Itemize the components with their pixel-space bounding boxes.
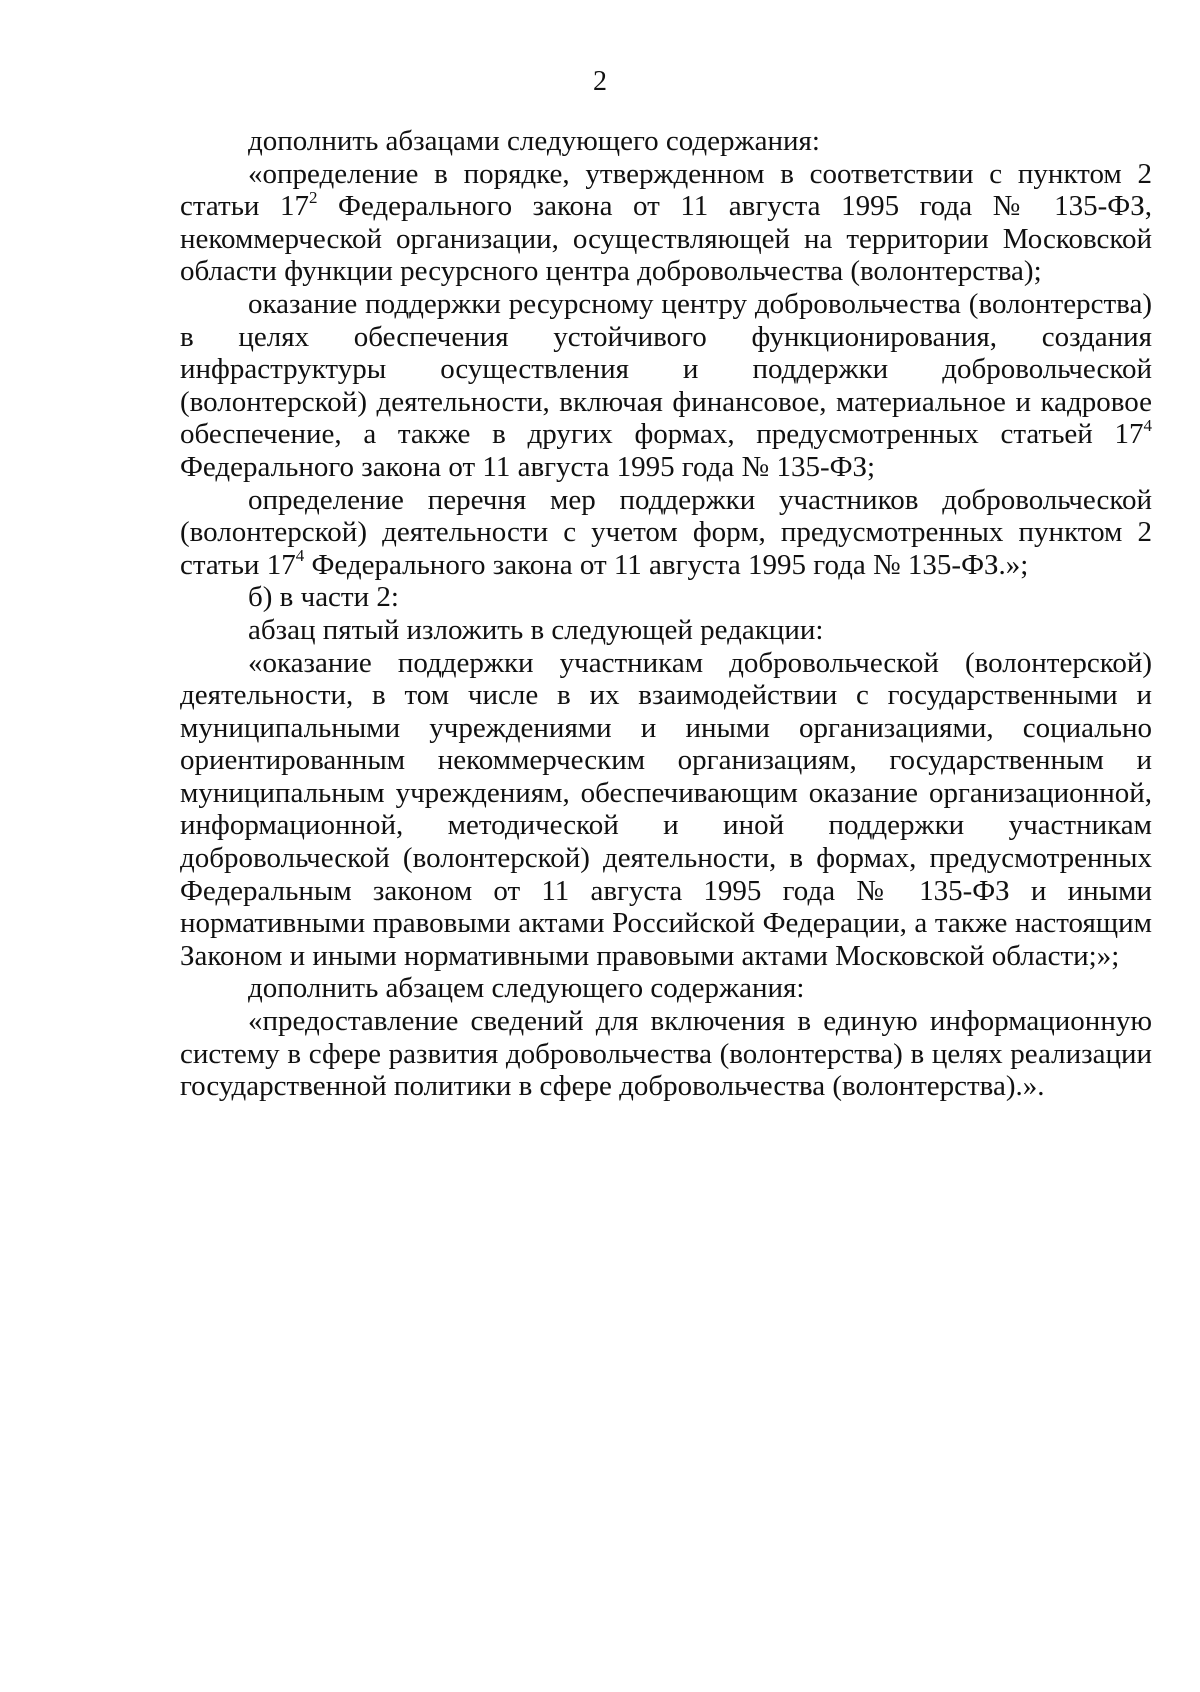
paragraph-1: дополнить абзацами следующего содержания: (248, 125, 820, 157)
paragraph-9: «предоставление сведений для включения в единую информационную систему в сфере развития добровольчества (волонтерства) в целях реализации государственной политики в сфере добровольчества (волонтерства).». (180, 1005, 1152, 1103)
page-number: 2 (593, 66, 607, 97)
paragraph-8: дополнить абзацем следующего содержания: (248, 972, 805, 1005)
paragraph-4-text-b: Федерального закона от 11 августа 1995 года № 135-ФЗ.»; (304, 548, 1029, 581)
superscript: 2 (308, 187, 318, 207)
paragraph-3-text-b: Федерального закона от 11 августа 1995 года № 135-ФЗ; (180, 450, 876, 483)
paragraph-3 (180, 288, 1152, 484)
paragraph-3-text-a: оказание поддержки ресурсному центру добровольчества (волонтерства) в целях обеспечения устойчивого функционирования, создания инфраструктуры осуществления и поддержки добровольческой (волонтерской) деятельности, включая финансовое, материальное и кадровое обеспечение, а также в других формах, предусмотренных статьей 17 (180, 287, 1152, 451)
paragraph-7: «оказание поддержки участникам добровольческой (волонтерской) деятельности, в том числе в их взаимодействии с государственными и муниципальными учреждениями и иными организациями, социально ориентированным некоммерческим организациям, государственным и муниципальным учреждениям, обеспечивающим оказание организационной, информационной, методической и иной поддержки участникам добровольческой (волонтерской) деятельности, в формах, предусмотренных Федеральным законом от 11 августа 1995 года № 135-ФЗ и иными нормативными правовыми актами Российской Федерации, а также настоящим Законом и иными нормативными правовыми актами Московской области;»; (180, 646, 1152, 972)
superscript: 4 (295, 546, 305, 566)
paragraph-2 (180, 158, 1152, 288)
paragraph-5: б) в части 2: (248, 581, 399, 614)
superscript: 4 (1143, 415, 1152, 435)
paragraph-2-text-b: Федерального закона от 11 августа 1995 года № 135-ФЗ, некоммерческой организации, осуществляющей на территории Московской области функции ресурсного центра добровольчества (волонтерства); (180, 190, 1152, 288)
paragraph-4 (180, 484, 1152, 582)
paragraph-6: абзац пятый изложить в следующей редакции: (248, 613, 824, 646)
paragraph-2-text-a: «определение в порядке, утвержденном в соответствии с пунктом 2 статьи 17 (180, 157, 1152, 223)
document-body (180, 125, 1152, 1103)
paragraph-4-text-a: определение перечня мер поддержки участников добровольческой (волонтерской) деятельности с учетом форм, предусмотренных пунктом 2 статьи 17 (180, 483, 1152, 581)
